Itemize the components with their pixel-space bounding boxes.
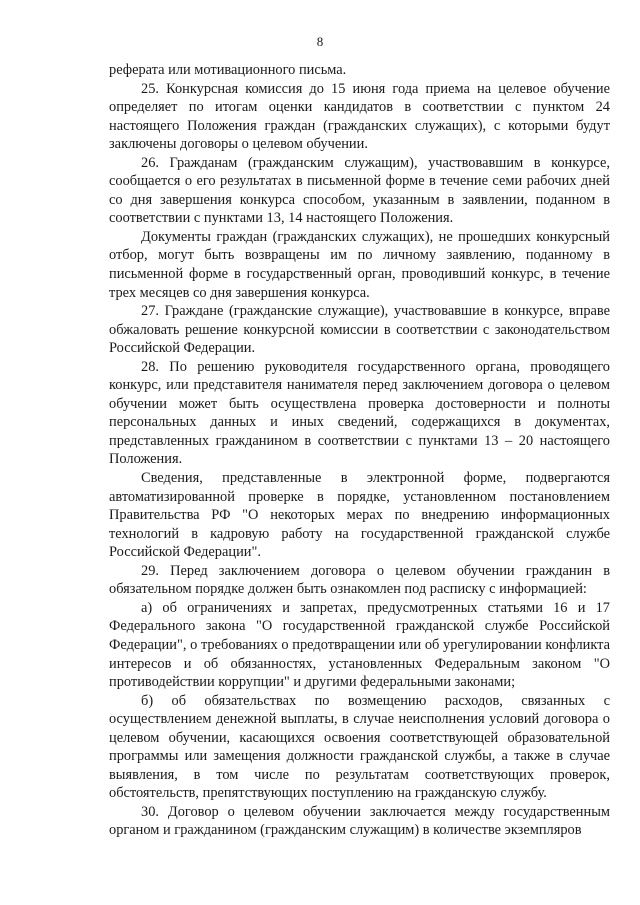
paragraph-subitem-b: б) об обязательствах по возмещению расходов, связанных с осуществлением денежной выплаты, в случае неисполнения условий договора о целевом обучении, касающихся освоения соответствующей образовательной программы или замещения должности гражданской службы, а также в случае выявления, в том числе по результатам соответствующих проверок, обстоятельств, препятствующих поступлению на гражданскую службу. xyxy=(109,692,610,802)
paragraph-item-29: 29. Перед заключением договора о целевом обучении гражданин в обязательном порядке должен быть ознакомлен под расписку с информацией: xyxy=(109,562,610,598)
paragraph-item-26: 26. Гражданам (гражданским служащим), участвовавшим в конкурсе, сообщается о его результатах в письменной форме в течение семи рабочих дней со дня завершения конкурса способом, указанным в заявлении, поданном в соответствии с пунктами 13, 14 настоящего Положения. xyxy=(109,154,610,227)
paragraph-subitem-a: а) об ограничениях и запретах, предусмотренных статьями 16 и 17 Федерального закона "О государственной гражданской службе Российской Федерации", о требованиях о предотвращении или об урегулировании конфликта интересов и об обязанностях, установленных Федеральным законом "О противодействии коррупции" и другими федеральными законами; xyxy=(109,599,610,691)
paragraph-electronic-check: Сведения, представленные в электронной форме, подвергаются автоматизированной проверке в порядке, установленном постановлением Правительства РФ "О некоторых мерах по внедрению информационных технологий в кадровую работу на государственной гражданской службе Российской Федерации". xyxy=(109,470,610,561)
document-body xyxy=(109,61,610,840)
paragraph-item-25: 25. Конкурсная комиссия до 15 июня года приема на целевое обучение определяет по итогам оценки кандидатов в соответствии с пунктом 24 настоящего Положения граждан (гражданских служащих), с которыми будут заключены договоры о целевом обучении. xyxy=(109,80,610,153)
page-number: 8 xyxy=(316,34,324,49)
paragraph-item-28: 28. По решению руководителя государственного органа, проводящего конкурс, или представителя нанимателя перед заключением договора о целевом обучении может быть осуществлена проверка достоверности и полноты персональных данных и иных сведений, содержащихся в документах, представленных гражданином в соответствии с пунктами 13 – 20 настоящего Положения. xyxy=(109,358,610,468)
paragraph-continuation: реферата или мотивационного письма. xyxy=(109,62,347,78)
paragraph-documents-return: Документы граждан (гражданских служащих), не прошедших конкурсный отбор, могут быть возвращены им по личному заявлению, поданному в письменной форме в государственный орган, проводивший конкурс, в течение трех месяцев со дня завершения конкурса. xyxy=(109,228,610,301)
paragraph-item-30: 30. Договор о целевом обучении заключается между государственным органом и гражданином (гражданским служащим) в количестве экземпляров xyxy=(109,803,610,839)
paragraph-item-27: 27. Граждане (гражданские служащие), участвовавшие в конкурсе, вправе обжаловать решение конкурсной комиссии в соответствии с законодательством Российской Федерации. xyxy=(109,303,610,357)
